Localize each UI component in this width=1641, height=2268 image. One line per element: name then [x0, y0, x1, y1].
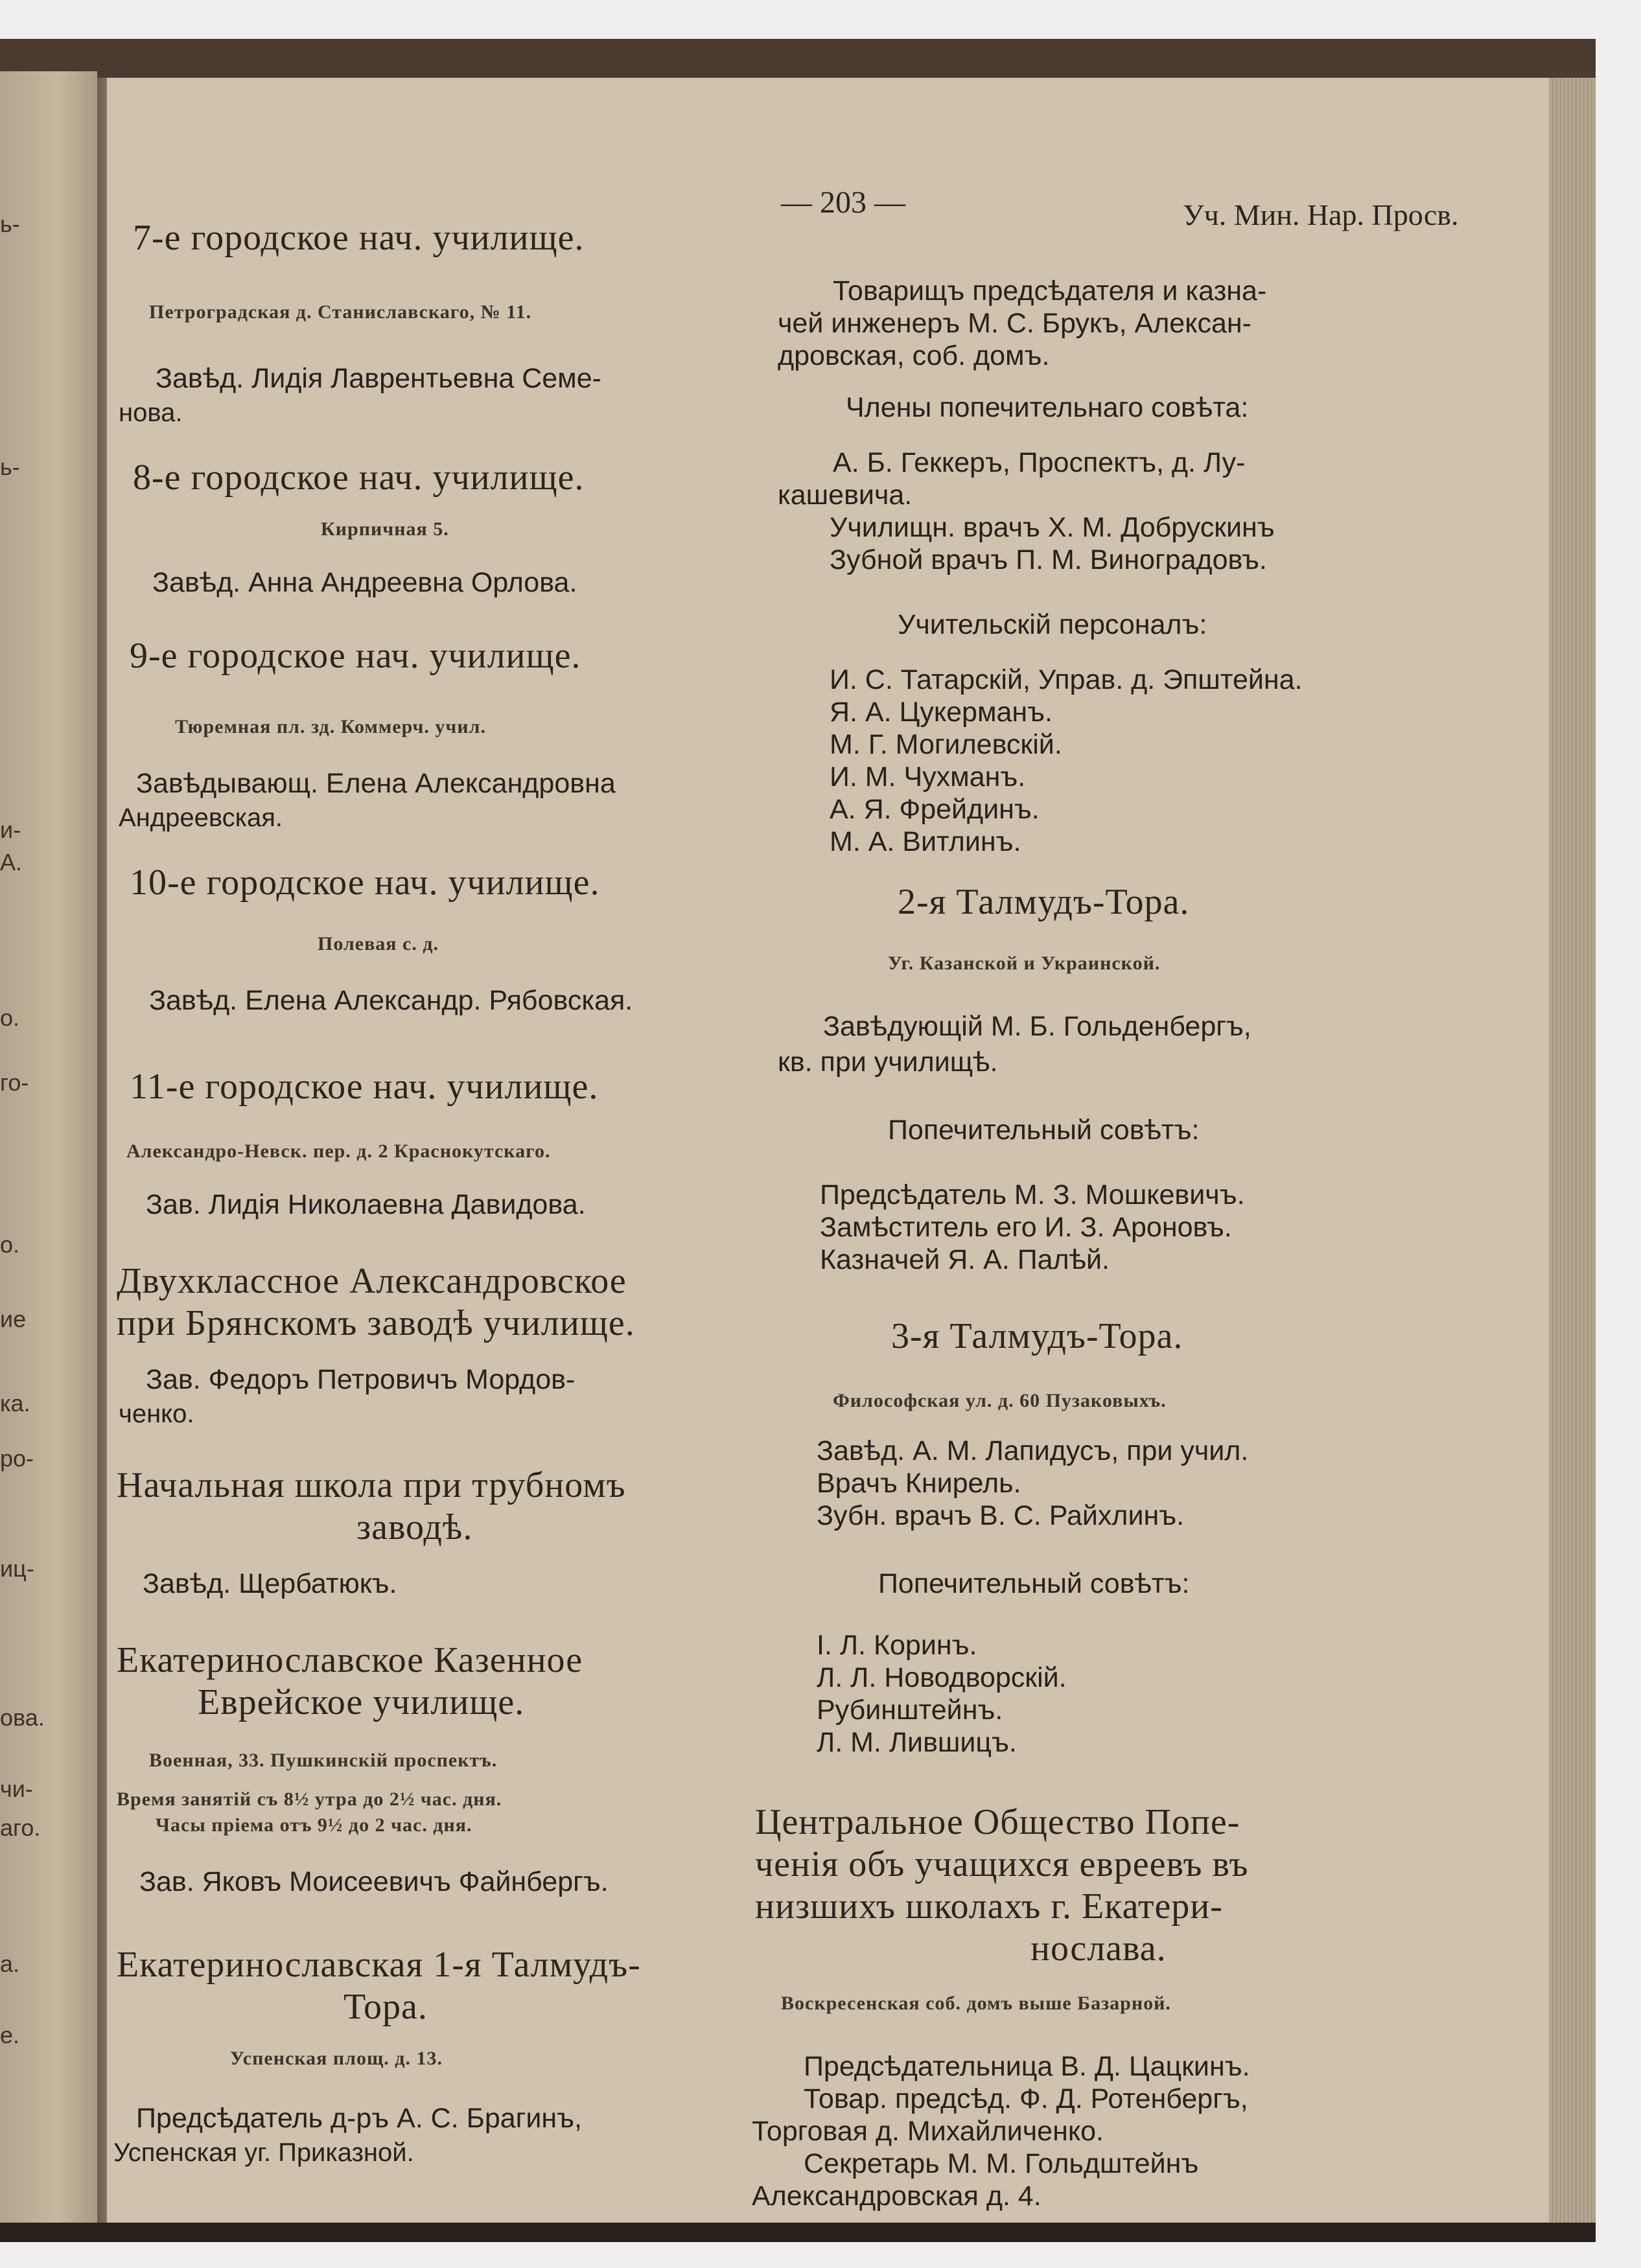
director-line: Зубн. врачъ В. С. Райхлинъ. [817, 1500, 1185, 1531]
director-line: Врачъ Книрель. [817, 1468, 1021, 1499]
director-line: Завѣд. Щербатюкъ. [143, 1568, 397, 1599]
school-heading: Еврейское училище. [198, 1682, 525, 1722]
board-line: Л. М. Лившицъ. [817, 1727, 1017, 1758]
left-margin-text: ова. [0, 1704, 45, 1731]
board-line: Товарищъ предсѣдателя и казна- [833, 275, 1267, 307]
left-margin-text: ие [0, 1306, 27, 1332]
page-edges [1549, 78, 1596, 2242]
school-heading: 3-я Талмудъ-Тора. [891, 1316, 1183, 1356]
school-hours: Время занятій съ 8½ утра до 2½ час. дня. [117, 1788, 502, 1810]
school-address: Уг. Казанской и Украинской. [888, 953, 1161, 974]
school-heading: 11-е городское нач. училище. [130, 1067, 599, 1107]
director-line: Зав. Лидія Николаевна Давидова. [146, 1189, 586, 1220]
director-line: ченко. [119, 1400, 194, 1428]
board-line: Александровская д. 4. [752, 2181, 1042, 2212]
board-line: Училищн. врачъ Х. М. Добрускинъ [830, 512, 1275, 543]
school-heading: 9-е городское нач. училище. [130, 636, 581, 676]
school-heading: Тора. [343, 1987, 428, 2027]
section-label: Попечительный совѣтъ: [878, 1568, 1190, 1599]
board-line: Товар. предсѣд. Ф. Д. Ротенбергъ, [804, 2083, 1248, 2114]
society-heading: нослава. [1030, 1928, 1167, 1969]
left-margin-text: го- [0, 1069, 29, 1096]
school-address: Успенская площ. д. 13. [230, 2048, 443, 2069]
board-line: Предсѣдатель М. З. Мошкевичъ. [820, 1179, 1245, 1210]
left-margin-text: и- [0, 816, 21, 843]
left-margin-text: аго. [0, 1814, 41, 1841]
school-heading: Двухклассное Александровское [117, 1261, 627, 1301]
director-line: Завѣд. Анна Андреевна Орлова. [152, 567, 577, 598]
school-heading: Екатеринославская 1-я Талмудъ- [117, 1945, 641, 1985]
section-label: Попечительный совѣтъ: [888, 1115, 1200, 1146]
society-heading: Центральное Общество Попе- [755, 1802, 1240, 1842]
director-line: Завѣд. Елена Александр. Рябовская. [149, 985, 633, 1016]
staff-item: Я. А. Цукерманъ. [830, 697, 1053, 728]
school-heading: при Брянскомъ заводѣ училище. [117, 1303, 635, 1343]
director-line: Завѣд. Лидія Лаврентьевна Семе- [156, 363, 601, 394]
school-address: Военная, 33. Пушкинскій проспектъ. [149, 1750, 498, 1771]
page-203 [107, 78, 1549, 2242]
left-margin-text: ь- [0, 454, 20, 480]
school-address: Петроградская д. Станиславскаго, № 11. [149, 301, 532, 323]
board-line: Предсѣдательница В. Д. Цацкинъ. [804, 2051, 1250, 2082]
board-line: чей инженеръ М. С. Брукъ, Алексан- [778, 308, 1251, 339]
staff-item: И. С. Татарскій, Управ. д. Эпштейна. [830, 664, 1303, 695]
school-address: Полевая с. д. [318, 933, 439, 955]
page-number: — 203 — [781, 185, 905, 220]
left-margin-text: иц- [0, 1555, 34, 1582]
left-margin-text: е. [0, 2022, 20, 2048]
school-heading: Екатеринославское Казенное [117, 1640, 583, 1680]
board-line: Казначей Я. А. Палѣй. [820, 1244, 1110, 1275]
board-line: Л. Л. Новодворскій. [817, 1662, 1067, 1693]
left-margin-text: ро- [0, 1445, 34, 1472]
running-head: Уч. Мин. Нар. Просв. [1183, 198, 1459, 231]
director-line: нова. [119, 399, 183, 427]
left-page-fragment [0, 71, 97, 2242]
director-line: Предсѣдатель д-ръ А. С. Брагинъ, [136, 2103, 582, 2134]
school-hours: Часы пріема отъ 9½ до 2 час. дня. [156, 1814, 472, 1836]
board-line: Зубной врачъ П. М. Виноградовъ. [830, 544, 1267, 575]
school-address: Философская ул. д. 60 Пузаковыхъ. [833, 1390, 1167, 1411]
left-margin-text: ка. [0, 1390, 30, 1417]
board-line: І. Л. Коринъ. [817, 1630, 977, 1661]
school-address: Тюремная пл. зд. Коммерч. учил. [175, 716, 486, 737]
book-bottom-edge [0, 2223, 1596, 2242]
school-heading: 8-е городское нач. училище. [133, 457, 585, 498]
director-line: Завѣд. А. М. Лапидусъ, при учил. [817, 1435, 1249, 1466]
school-heading: заводѣ. [356, 1507, 473, 1547]
school-address: Воскресенская соб. домъ выше Базарной. [781, 1993, 1171, 2014]
director-line: Зав. Федоръ Петровичъ Мордов- [146, 1364, 576, 1395]
board-line: дровская, соб. домъ. [778, 340, 1050, 371]
director-line: кв. при училищѣ. [778, 1047, 998, 1078]
left-margin-text: чи- [0, 1776, 33, 1802]
society-heading: ченія объ учащихся евреевъ въ [755, 1844, 1249, 1884]
society-heading: низшихъ школахъ г. Екатери- [755, 1886, 1223, 1927]
school-address: Кирпичная 5. [321, 518, 449, 540]
board-line: Торговая д. Михайличенко. [752, 2116, 1104, 2147]
left-margin-text: о. [0, 1231, 20, 1258]
staff-item: А. Я. Фрейдинъ. [830, 794, 1040, 825]
section-label: Члены попечительнаго совѣта: [846, 392, 1249, 423]
board-line: Замѣститель его И. З. Ароновъ. [820, 1212, 1232, 1243]
director-line: Завѣдующій М. Б. Гольденбергъ, [823, 1011, 1251, 1042]
board-line: А. Б. Геккеръ, Проспектъ, д. Лу- [833, 447, 1246, 478]
staff-item: И. М. Чухманъ. [830, 761, 1026, 793]
section-label: Учительскій персоналъ: [898, 609, 1207, 640]
left-margin-text: ь- [0, 211, 20, 237]
scanned-book-spread [0, 39, 1596, 2242]
director-line: Завѣдывающ. Елена Александровна [136, 768, 616, 799]
school-heading: 7-е городское нач. училище. [133, 218, 585, 258]
book-top-edge [0, 39, 1596, 78]
school-heading: Начальная школа при трубномъ [117, 1465, 626, 1505]
director-line: Успенская уг. Приказной. [113, 2138, 414, 2167]
staff-item: М. Г. Могилевскій. [830, 729, 1062, 760]
board-line: кашевича. [778, 480, 913, 511]
school-heading: 10-е городское нач. училище. [130, 862, 600, 903]
board-line: Рубинштейнъ. [817, 1695, 1003, 1726]
school-address: Александро-Невск. пер. д. 2 Краснокутскаго. [126, 1140, 551, 1162]
left-margin-text: о. [0, 1004, 20, 1031]
director-line: Зав. Яковъ Моисеевичъ Файнбергъ. [139, 1866, 609, 1897]
director-line: Андреевская. [119, 804, 283, 832]
staff-item: М. А. Витлинъ. [830, 826, 1021, 857]
board-line: Секретарь М. М. Гольдштейнъ [804, 2148, 1199, 2179]
left-margin-text: А. [0, 849, 23, 875]
school-heading: 2-я Талмудъ-Тора. [898, 882, 1190, 922]
left-margin-text: а. [0, 1950, 20, 1977]
